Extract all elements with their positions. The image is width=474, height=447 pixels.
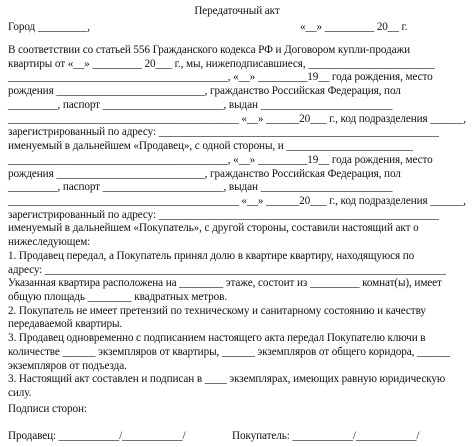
body-line: общую площадь ________ квадратных метров. bbox=[8, 291, 228, 303]
body-line: 1. Продавец передал, а Покупатель принял долю в квартире квартиру, находящуюся по bbox=[8, 249, 415, 262]
body-line: нижеследующем: bbox=[8, 236, 91, 249]
body-line: рождения ___________________________, гражданство Российская Федерация, пол bbox=[8, 167, 401, 180]
body-line: ________________________________________, «__» _________19__ года рождения, место bbox=[8, 71, 433, 84]
body-line: силу. bbox=[8, 387, 32, 399]
buyer-signature-line: Покупатель: ___________/___________/ bbox=[232, 430, 420, 442]
body-line: ________________________________________, «__» _________19__ года рождения, место bbox=[8, 153, 433, 166]
seller-signature-line: Продавец: ___________/___________/ bbox=[8, 430, 186, 442]
body-line: адресу: _________________________________________________________________________ bbox=[8, 263, 446, 276]
body-line: 3. Продавец одновременно с подписанием настоящего акта передал Покупателю ключи в bbox=[8, 332, 426, 345]
body-line: В соответствии со статьей 556 Гражданского кодекса РФ и Договором купли-продажи bbox=[8, 44, 410, 56]
body-line: количестве ______ экземпляров от квартиры, ______ экземпляров от общего коридора, ______ bbox=[8, 345, 451, 358]
body-line: экземпляров от подъезда. bbox=[8, 359, 127, 372]
body-line: _________, паспорт ______________________, выдан ________________________ bbox=[8, 181, 393, 194]
document-title: Передаточный акт bbox=[194, 5, 280, 17]
body-line: _________, паспорт ______________________, выдан ________________________ bbox=[8, 98, 393, 111]
body-line: передаваемой квартиры. bbox=[8, 318, 123, 331]
body-line: __________________________________________ «__» ______20___ г., код подразделения ______, bbox=[8, 194, 466, 207]
body-line: Указанная квартира расположена на ________ этаже, состоит из _________ комнат(ы), имеет bbox=[8, 277, 442, 290]
header-city: Город _________, bbox=[8, 21, 90, 33]
body-line: зарегистрированный по адресу: ___________________________________________________ bbox=[8, 208, 439, 221]
body-line: __________________________________________ «__» ______20___ г., код подразделения ______, bbox=[8, 112, 466, 125]
header-date: «__» _________ 20__ г. bbox=[300, 21, 408, 33]
body-line: 2. Покупатель не имеет претензий по техническому и санитарному состоянию и качеству bbox=[8, 304, 426, 317]
body-line: рождения ___________________________, гражданство Российская Федерация, пол bbox=[8, 85, 401, 98]
body-line: 3. Настоящий акт составлен и подписан в ____ экземплярах, имеющих равную юридическую bbox=[8, 373, 446, 386]
signatures-heading: Подписи сторон: bbox=[8, 403, 87, 415]
body-line: квартиры от «__» _________ 20___ г., мы, нижеподписавшиеся, _______________________ bbox=[8, 57, 435, 70]
body-line: именуемый в дальнейшем «Покупатель», с другой стороны, составили настоящий акт о bbox=[8, 222, 419, 235]
body-line: зарегистрированный по адресу: ___________________________________________________ bbox=[8, 126, 439, 139]
body-line: именуемый в дальнейшем «Продавец», с одной стороны, и _______________________ bbox=[8, 140, 413, 152]
